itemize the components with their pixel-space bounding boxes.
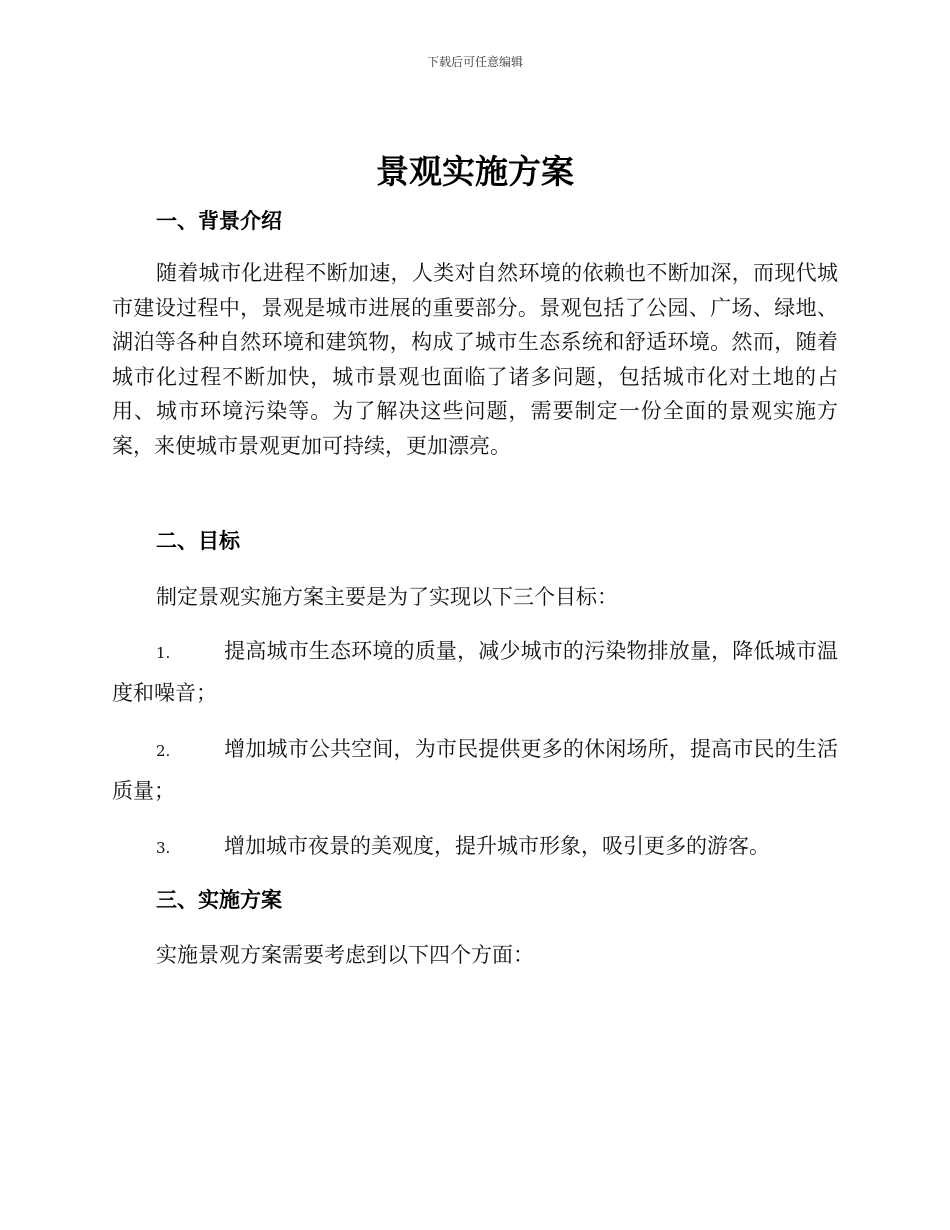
background-paragraph: 随着城市化进程不断加速，人类对自然环境的依赖也不断加深，而现代城市建设过程中，景观是城市进展的重要部分。景观包括了公园、广场、绿地、湖泊等各种自然环境和建筑物，构成了城市生态系统和舒适环境。然而，随着城市化过程不断加快，城市景观也面临了诸多问题，包括城市化对土地的占用、城市环境污染等。为了解决这些问题，需要制定一份全面的景观实施方案，来使城市景观更加可持续，更加漂亮。	[112, 261, 838, 458]
goal-item-1	[112, 631, 838, 713]
section-heading-background: 一、背景介绍	[156, 209, 282, 233]
goal-item-text: 增加城市夜景的美观度，提升城市形象，吸引更多的游客。	[224, 834, 770, 858]
plan-intro: 实施景观方案需要考虑到以下四个方面：	[156, 943, 534, 967]
goals-intro: 制定景观实施方案主要是为了实现以下三个目标：	[156, 585, 618, 609]
section-heading-plan: 三、实施方案	[156, 888, 282, 912]
page-header-note: 下载后可任意编辑	[426, 55, 523, 69]
goal-item-text: 增加城市公共空间，为市民提供更多的休闲场所，提高市民的生活质量；	[112, 737, 838, 803]
goal-item-3	[112, 826, 838, 868]
goal-item-number: 3.	[156, 839, 171, 857]
section-heading-goals: 二、目标	[156, 529, 240, 553]
goal-item-number: 1.	[156, 644, 171, 662]
goal-item-number: 2.	[156, 742, 171, 760]
goal-item-2	[112, 729, 838, 811]
document-title: 景观实施方案	[376, 152, 574, 191]
goal-item-text: 提高城市生态环境的质量，减少城市的污染物排放量，降低城市温度和噪音；	[112, 639, 838, 705]
